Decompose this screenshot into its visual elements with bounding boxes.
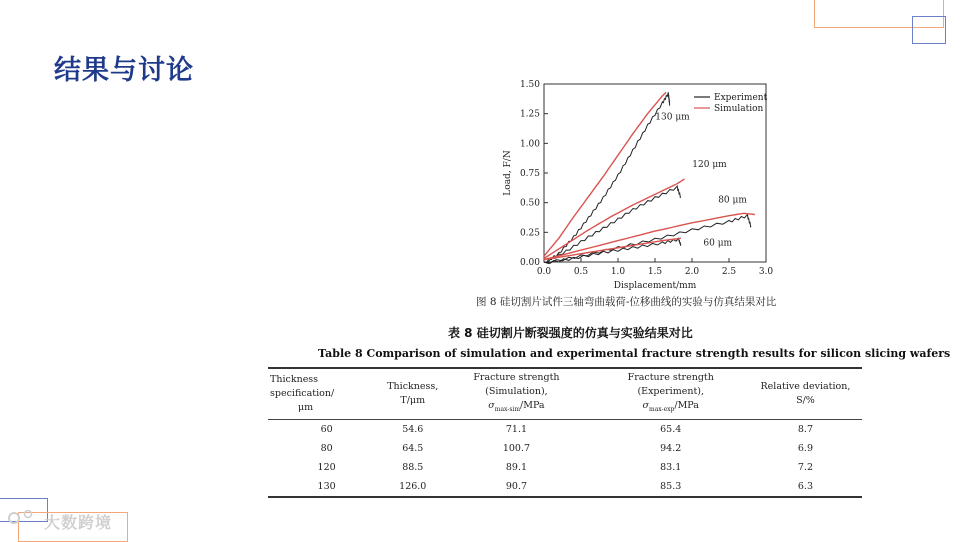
header-strength-exp (593, 368, 749, 419)
y-axis-label: Load, F/N (503, 150, 513, 196)
x-tick-label: 1.5 (647, 267, 663, 277)
y-tick-label: 0.75 (519, 169, 540, 179)
table-cell: 100.7 (502, 442, 531, 454)
header-line: μm (298, 401, 314, 413)
deco-frame-top-blue (912, 16, 946, 44)
table-cell: 90.7 (440, 477, 592, 497)
table-cell: 64.5 (402, 442, 424, 454)
y-tick-label: 0.50 (519, 198, 540, 209)
table-cell: 85.3 (593, 477, 749, 497)
table-cell: 71.1 (505, 423, 528, 435)
table-row (268, 439, 862, 458)
table-cell: 60 (320, 423, 333, 435)
table-header-row (268, 368, 862, 419)
table-cell: 126.0 (385, 477, 440, 497)
table-cell: 65.4 (660, 423, 682, 435)
y-tick-label: 1.50 (519, 80, 540, 90)
header-relative-deviation (749, 368, 862, 419)
table-cell: 8.7 (797, 423, 813, 435)
table-cell: 130 (268, 477, 385, 497)
x-tick-label: 2.0 (684, 267, 700, 277)
x-tick-label: 2.5 (721, 267, 737, 277)
table-caption-en: Table 8 Comparison of simulation and experimental fracture strength results for silicon slicing wafers (318, 347, 951, 360)
series-line-simulation (544, 213, 755, 259)
annotation-label: 80 μm (718, 195, 747, 206)
table-cell: 94.2 (660, 442, 682, 454)
brand-logo-text: 大数跨境 (44, 513, 113, 532)
table-row (268, 477, 862, 497)
header-thickness (385, 368, 440, 419)
unit: /MPa (520, 400, 545, 411)
x-tick-label: 3.0 (758, 267, 774, 277)
load-displacement-chart (490, 76, 810, 316)
header-line: Thickness, (387, 380, 439, 392)
table-body (268, 419, 862, 497)
table-cell: 6.9 (797, 442, 813, 454)
table-cell: 120 (317, 461, 336, 473)
x-axis-label: Displacement/mm (613, 281, 697, 291)
x-tick-label: 1.0 (610, 267, 626, 277)
header-strength-sim (440, 368, 592, 419)
x-tick-label: 0.5 (573, 267, 589, 277)
table-cell: 88.5 (402, 461, 424, 473)
table-cell: 6.3 (749, 477, 862, 497)
table-cell: 89.1 (505, 461, 528, 473)
header-line (595, 399, 747, 417)
table-cell: 54.6 (402, 423, 424, 435)
legend-entry: Simulation (714, 104, 764, 114)
sigma-symbol: σ (642, 400, 650, 411)
sigma-symbol: σ (488, 400, 495, 411)
header-line: Fracture strength (Experiment), (627, 372, 714, 397)
table-cell: 80 (320, 442, 333, 454)
x-tick-label: 0.0 (536, 267, 552, 277)
unit: /MPa (674, 400, 699, 411)
header-line (442, 399, 590, 417)
header-thickness-spec (268, 368, 385, 419)
figure-caption: 图 8 硅切割片试件三轴弯曲载荷-位移曲线的实验与仿真结果对比 (476, 296, 777, 308)
table-row (268, 419, 862, 439)
results-table (268, 367, 862, 498)
y-tick-label: 0.25 (519, 228, 540, 239)
table-row (268, 458, 862, 477)
legend-entry: Experiment (714, 93, 768, 103)
annotation-label: 60 μm (703, 238, 733, 249)
slide-title: 结果与讨论 (54, 55, 194, 86)
header-line: Relative deviation, S/% (760, 380, 851, 406)
y-tick-label: 1.00 (519, 139, 540, 150)
header-line: Thickness specification/ (270, 373, 335, 399)
series-line-experiment (544, 92, 670, 262)
sigma-subscript: max-exp (649, 405, 675, 413)
brand-logo-icon (8, 508, 38, 528)
y-tick-label: 0.00 (519, 258, 540, 268)
header-line: T/μm (400, 394, 426, 406)
annotation-label: 130 μm (655, 112, 690, 123)
header-line: Fracture strength (Simulation), (473, 372, 560, 397)
series-line-experiment (544, 186, 681, 262)
table-cell: 83.1 (660, 461, 682, 473)
series-line-simulation (544, 92, 666, 256)
table-caption-cn: 表 8 硅切割片断裂强度的仿真与实验结果对比 (448, 326, 693, 340)
y-tick-label: 1.25 (519, 109, 540, 120)
sigma-subscript: max-sim (494, 405, 521, 413)
table-cell: 7.2 (797, 461, 813, 473)
chart-svg (490, 76, 810, 316)
annotation-label: 120 μm (692, 160, 727, 171)
